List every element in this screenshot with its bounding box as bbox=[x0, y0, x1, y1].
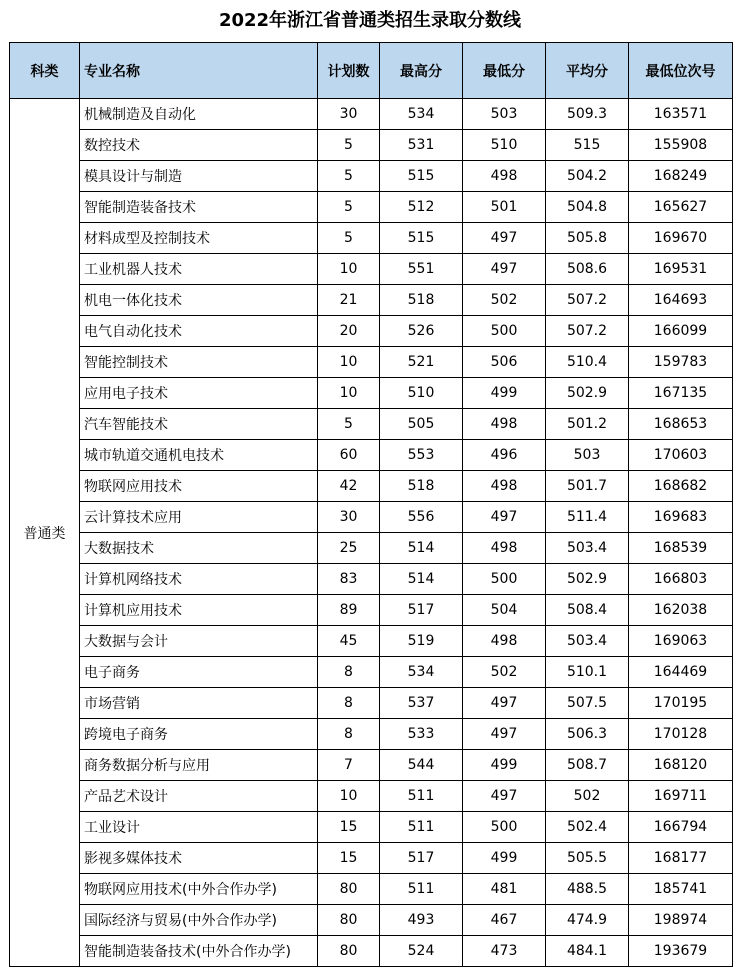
table-row bbox=[10, 99, 733, 130]
min-rank-cell: 170603 bbox=[629, 440, 733, 471]
avg-score-cell: 504.8 bbox=[546, 192, 629, 223]
plan-count-cell: 10 bbox=[318, 254, 380, 285]
min-rank-cell: 166803 bbox=[629, 564, 733, 595]
plan-count-cell: 5 bbox=[318, 223, 380, 254]
min-score-cell: 500 bbox=[463, 316, 546, 347]
min-rank-cell: 166099 bbox=[629, 316, 733, 347]
max-score-cell: 514 bbox=[380, 533, 463, 564]
min-rank-cell: 169711 bbox=[629, 781, 733, 812]
min-rank-cell: 155908 bbox=[629, 130, 733, 161]
avg-score-cell: 502 bbox=[546, 781, 629, 812]
major-name-cell: 智能控制技术 bbox=[80, 347, 318, 378]
max-score-cell: 518 bbox=[380, 285, 463, 316]
avg-score-cell: 507.2 bbox=[546, 316, 629, 347]
table-row bbox=[10, 378, 733, 409]
major-name-cell: 应用电子技术 bbox=[80, 378, 318, 409]
plan-count-cell: 7 bbox=[318, 750, 380, 781]
avg-score-cell: 508.6 bbox=[546, 254, 629, 285]
plan-count-cell: 5 bbox=[318, 409, 380, 440]
min-rank-cell: 168249 bbox=[629, 161, 733, 192]
plan-count-cell: 8 bbox=[318, 657, 380, 688]
max-score-cell: 510 bbox=[380, 378, 463, 409]
table-row bbox=[10, 471, 733, 502]
plan-count-cell: 80 bbox=[318, 874, 380, 905]
table-row bbox=[10, 161, 733, 192]
avg-score-cell: 505.8 bbox=[546, 223, 629, 254]
max-score-cell: 533 bbox=[380, 719, 463, 750]
header-max-score: 最高分 bbox=[380, 43, 463, 99]
major-name-cell: 汽车智能技术 bbox=[80, 409, 318, 440]
major-name-cell: 工业机器人技术 bbox=[80, 254, 318, 285]
min-rank-cell: 169670 bbox=[629, 223, 733, 254]
header-plan: 计划数 bbox=[318, 43, 380, 99]
table-row bbox=[10, 781, 733, 812]
avg-score-cell: 515 bbox=[546, 130, 629, 161]
min-rank-cell: 164469 bbox=[629, 657, 733, 688]
min-score-cell: 501 bbox=[463, 192, 546, 223]
table-row bbox=[10, 905, 733, 936]
min-score-cell: 500 bbox=[463, 812, 546, 843]
max-score-cell: 521 bbox=[380, 347, 463, 378]
min-rank-cell: 167135 bbox=[629, 378, 733, 409]
table-row bbox=[10, 347, 733, 378]
max-score-cell: 551 bbox=[380, 254, 463, 285]
min-score-cell: 497 bbox=[463, 719, 546, 750]
min-rank-cell: 170195 bbox=[629, 688, 733, 719]
plan-count-cell: 5 bbox=[318, 192, 380, 223]
table-row bbox=[10, 564, 733, 595]
table-row bbox=[10, 223, 733, 254]
min-score-cell: 498 bbox=[463, 409, 546, 440]
max-score-cell: 519 bbox=[380, 626, 463, 657]
min-score-cell: 498 bbox=[463, 471, 546, 502]
table-row bbox=[10, 595, 733, 626]
plan-count-cell: 15 bbox=[318, 812, 380, 843]
plan-count-cell: 25 bbox=[318, 533, 380, 564]
min-score-cell: 497 bbox=[463, 781, 546, 812]
avg-score-cell: 488.5 bbox=[546, 874, 629, 905]
table-row bbox=[10, 626, 733, 657]
major-name-cell: 国际经济与贸易(中外合作办学) bbox=[80, 905, 318, 936]
min-rank-cell: 164693 bbox=[629, 285, 733, 316]
min-score-cell: 473 bbox=[463, 936, 546, 967]
avg-score-cell: 510.4 bbox=[546, 347, 629, 378]
avg-score-cell: 507.2 bbox=[546, 285, 629, 316]
major-name-cell: 模具设计与制造 bbox=[80, 161, 318, 192]
max-score-cell: 531 bbox=[380, 130, 463, 161]
header-avg-score: 平均分 bbox=[546, 43, 629, 99]
avg-score-cell: 509.3 bbox=[546, 99, 629, 130]
min-rank-cell: 198974 bbox=[629, 905, 733, 936]
major-name-cell: 大数据技术 bbox=[80, 533, 318, 564]
header-row bbox=[10, 43, 733, 99]
max-score-cell: 517 bbox=[380, 843, 463, 874]
min-score-cell: 497 bbox=[463, 688, 546, 719]
min-score-cell: 497 bbox=[463, 223, 546, 254]
plan-count-cell: 30 bbox=[318, 502, 380, 533]
min-score-cell: 497 bbox=[463, 254, 546, 285]
plan-count-cell: 20 bbox=[318, 316, 380, 347]
table-row bbox=[10, 874, 733, 905]
plan-count-cell: 10 bbox=[318, 378, 380, 409]
table-row bbox=[10, 285, 733, 316]
major-name-cell: 物联网应用技术(中外合作办学) bbox=[80, 874, 318, 905]
table-body bbox=[10, 99, 733, 967]
header-category: 科类 bbox=[10, 43, 80, 99]
max-score-cell: 534 bbox=[380, 99, 463, 130]
min-rank-cell: 170128 bbox=[629, 719, 733, 750]
major-name-cell: 智能制造装备技术 bbox=[80, 192, 318, 223]
major-name-cell: 机械制造及自动化 bbox=[80, 99, 318, 130]
avg-score-cell: 474.9 bbox=[546, 905, 629, 936]
plan-count-cell: 80 bbox=[318, 936, 380, 967]
plan-count-cell: 89 bbox=[318, 595, 380, 626]
min-score-cell: 503 bbox=[463, 99, 546, 130]
min-rank-cell: 185741 bbox=[629, 874, 733, 905]
plan-count-cell: 10 bbox=[318, 347, 380, 378]
plan-count-cell: 5 bbox=[318, 130, 380, 161]
avg-score-cell: 502.9 bbox=[546, 378, 629, 409]
table-row bbox=[10, 254, 733, 285]
header-min-rank: 最低位次号 bbox=[629, 43, 733, 99]
min-rank-cell: 168177 bbox=[629, 843, 733, 874]
plan-count-cell: 10 bbox=[318, 781, 380, 812]
plan-count-cell: 15 bbox=[318, 843, 380, 874]
max-score-cell: 518 bbox=[380, 471, 463, 502]
plan-count-cell: 60 bbox=[318, 440, 380, 471]
avg-score-cell: 504.2 bbox=[546, 161, 629, 192]
avg-score-cell: 503 bbox=[546, 440, 629, 471]
min-score-cell: 499 bbox=[463, 750, 546, 781]
max-score-cell: 544 bbox=[380, 750, 463, 781]
avg-score-cell: 501.2 bbox=[546, 409, 629, 440]
table-row bbox=[10, 192, 733, 223]
major-name-cell: 物联网应用技术 bbox=[80, 471, 318, 502]
major-name-cell: 商务数据分析与应用 bbox=[80, 750, 318, 781]
avg-score-cell: 507.5 bbox=[546, 688, 629, 719]
min-score-cell: 481 bbox=[463, 874, 546, 905]
table-row bbox=[10, 657, 733, 688]
major-name-cell: 计算机应用技术 bbox=[80, 595, 318, 626]
category-cell: 普通类 bbox=[10, 99, 80, 967]
max-score-cell: 517 bbox=[380, 595, 463, 626]
major-name-cell: 机电一体化技术 bbox=[80, 285, 318, 316]
min-rank-cell: 193679 bbox=[629, 936, 733, 967]
plan-count-cell: 80 bbox=[318, 905, 380, 936]
max-score-cell: 537 bbox=[380, 688, 463, 719]
min-rank-cell: 159783 bbox=[629, 347, 733, 378]
table-row bbox=[10, 843, 733, 874]
avg-score-cell: 503.4 bbox=[546, 626, 629, 657]
max-score-cell: 534 bbox=[380, 657, 463, 688]
min-score-cell: 499 bbox=[463, 378, 546, 409]
avg-score-cell: 511.4 bbox=[546, 502, 629, 533]
page-title: 2022年浙江省普通类招生录取分数线 bbox=[218, 10, 522, 31]
min-score-cell: 499 bbox=[463, 843, 546, 874]
major-name-cell: 大数据与会计 bbox=[80, 626, 318, 657]
avg-score-cell: 506.3 bbox=[546, 719, 629, 750]
plan-count-cell: 30 bbox=[318, 99, 380, 130]
plan-count-cell: 21 bbox=[318, 285, 380, 316]
min-score-cell: 502 bbox=[463, 657, 546, 688]
table-row bbox=[10, 719, 733, 750]
max-score-cell: 524 bbox=[380, 936, 463, 967]
max-score-cell: 556 bbox=[380, 502, 463, 533]
table-row bbox=[10, 688, 733, 719]
min-score-cell: 498 bbox=[463, 626, 546, 657]
max-score-cell: 512 bbox=[380, 192, 463, 223]
table-row bbox=[10, 409, 733, 440]
plan-count-cell: 42 bbox=[318, 471, 380, 502]
plan-count-cell: 5 bbox=[318, 161, 380, 192]
max-score-cell: 515 bbox=[380, 223, 463, 254]
major-name-cell: 云计算技术应用 bbox=[80, 502, 318, 533]
major-name-cell: 跨境电子商务 bbox=[80, 719, 318, 750]
major-name-cell: 城市轨道交通机电技术 bbox=[80, 440, 318, 471]
table-row bbox=[10, 533, 733, 564]
min-rank-cell: 162038 bbox=[629, 595, 733, 626]
min-rank-cell: 168653 bbox=[629, 409, 733, 440]
min-score-cell: 506 bbox=[463, 347, 546, 378]
major-name-cell: 智能制造装备技术(中外合作办学) bbox=[80, 936, 318, 967]
max-score-cell: 526 bbox=[380, 316, 463, 347]
max-score-cell: 511 bbox=[380, 874, 463, 905]
min-rank-cell: 163571 bbox=[629, 99, 733, 130]
min-score-cell: 496 bbox=[463, 440, 546, 471]
min-rank-cell: 169531 bbox=[629, 254, 733, 285]
min-rank-cell: 165627 bbox=[629, 192, 733, 223]
min-score-cell: 498 bbox=[463, 161, 546, 192]
min-score-cell: 467 bbox=[463, 905, 546, 936]
max-score-cell: 493 bbox=[380, 905, 463, 936]
min-score-cell: 502 bbox=[463, 285, 546, 316]
major-name-cell: 数控技术 bbox=[80, 130, 318, 161]
table-row bbox=[10, 936, 733, 967]
plan-count-cell: 8 bbox=[318, 719, 380, 750]
avg-score-cell: 503.4 bbox=[546, 533, 629, 564]
avg-score-cell: 510.1 bbox=[546, 657, 629, 688]
plan-count-cell: 8 bbox=[318, 688, 380, 719]
table-row bbox=[10, 440, 733, 471]
header-min-score: 最低分 bbox=[463, 43, 546, 99]
min-rank-cell: 168120 bbox=[629, 750, 733, 781]
avg-score-cell: 484.1 bbox=[546, 936, 629, 967]
avg-score-cell: 502.9 bbox=[546, 564, 629, 595]
header-major: 专业名称 bbox=[80, 43, 318, 99]
major-name-cell: 计算机网络技术 bbox=[80, 564, 318, 595]
min-rank-cell: 168539 bbox=[629, 533, 733, 564]
major-name-cell: 影视多媒体技术 bbox=[80, 843, 318, 874]
table-row bbox=[10, 316, 733, 347]
major-name-cell: 市场营销 bbox=[80, 688, 318, 719]
major-name-cell: 材料成型及控制技术 bbox=[80, 223, 318, 254]
min-rank-cell: 169683 bbox=[629, 502, 733, 533]
avg-score-cell: 501.7 bbox=[546, 471, 629, 502]
plan-count-cell: 83 bbox=[318, 564, 380, 595]
plan-count-cell: 45 bbox=[318, 626, 380, 657]
min-score-cell: 498 bbox=[463, 533, 546, 564]
avg-score-cell: 508.7 bbox=[546, 750, 629, 781]
major-name-cell: 电气自动化技术 bbox=[80, 316, 318, 347]
min-score-cell: 497 bbox=[463, 502, 546, 533]
avg-score-cell: 505.5 bbox=[546, 843, 629, 874]
min-score-cell: 500 bbox=[463, 564, 546, 595]
table-row bbox=[10, 750, 733, 781]
max-score-cell: 511 bbox=[380, 812, 463, 843]
table-row bbox=[10, 502, 733, 533]
table-row bbox=[10, 812, 733, 843]
min-rank-cell: 168682 bbox=[629, 471, 733, 502]
max-score-cell: 511 bbox=[380, 781, 463, 812]
min-rank-cell: 166794 bbox=[629, 812, 733, 843]
max-score-cell: 553 bbox=[380, 440, 463, 471]
avg-score-cell: 502.4 bbox=[546, 812, 629, 843]
min-score-cell: 504 bbox=[463, 595, 546, 626]
table-row bbox=[10, 130, 733, 161]
max-score-cell: 514 bbox=[380, 564, 463, 595]
major-name-cell: 工业设计 bbox=[80, 812, 318, 843]
min-rank-cell: 169063 bbox=[629, 626, 733, 657]
major-name-cell: 电子商务 bbox=[80, 657, 318, 688]
major-name-cell: 产品艺术设计 bbox=[80, 781, 318, 812]
max-score-cell: 515 bbox=[380, 161, 463, 192]
max-score-cell: 505 bbox=[380, 409, 463, 440]
avg-score-cell: 508.4 bbox=[546, 595, 629, 626]
admission-score-table bbox=[9, 42, 733, 967]
min-score-cell: 510 bbox=[463, 130, 546, 161]
